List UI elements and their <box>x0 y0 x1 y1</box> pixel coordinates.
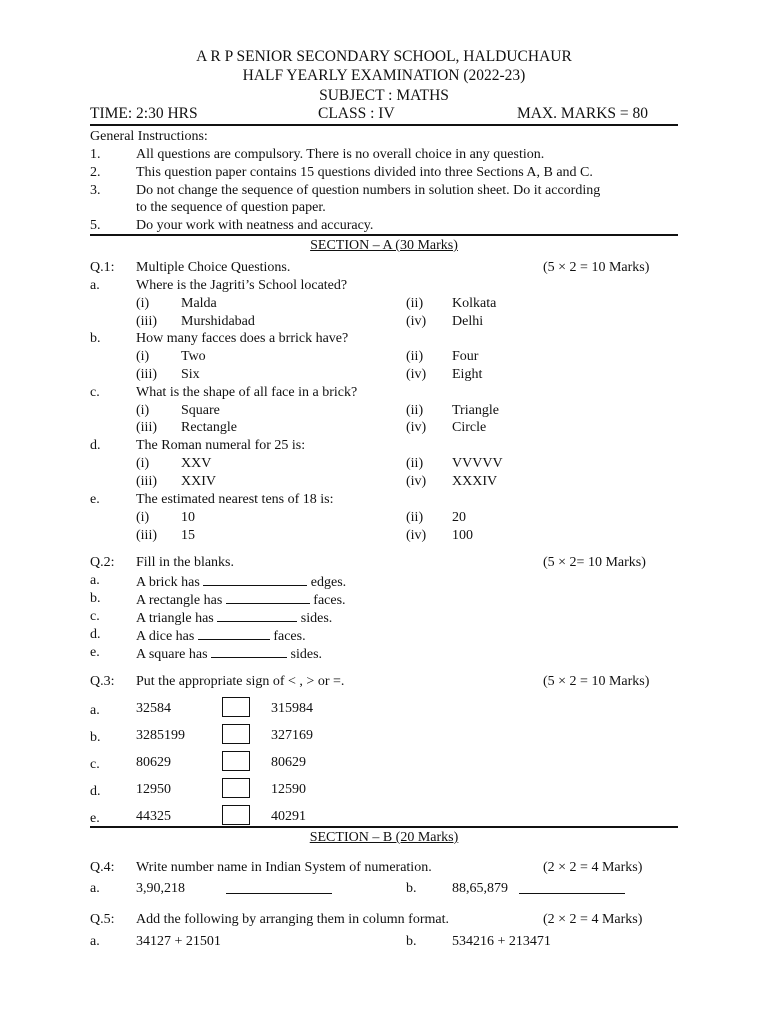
option-num: (iv) <box>406 367 427 382</box>
option-num: (i) <box>136 456 150 471</box>
answer-blank[interactable] <box>198 626 270 640</box>
option-num: (iii) <box>136 474 157 489</box>
fill-blank-post: sides. <box>290 647 323 662</box>
section-a-divider <box>90 826 678 828</box>
q1-number: Q.1: <box>90 260 115 275</box>
instruction-num: 3. <box>90 183 101 198</box>
question-letter: c. <box>90 757 100 772</box>
option-text: Two <box>181 349 206 364</box>
question-letter: b. <box>90 331 101 346</box>
instruction-text: All questions are compulsory. There is no overall choice in any question. <box>136 147 545 162</box>
question-letter: d. <box>90 784 101 799</box>
section-b-title: SECTION – B (20 Marks) <box>309 830 459 845</box>
compare-left: 3285199 <box>136 728 185 743</box>
answer-blank[interactable] <box>226 880 332 899</box>
question-letter: d. <box>90 438 101 453</box>
q2-number: Q.2: <box>90 555 115 570</box>
option-num: (ii) <box>406 349 424 364</box>
option-num: (ii) <box>406 296 424 311</box>
fill-blank-pre: A square has <box>136 647 208 662</box>
question-text: What is the shape of all face in a brick? <box>136 385 358 400</box>
option-text: XXV <box>181 456 212 471</box>
instruction-text: Do your work with neatness and accuracy. <box>136 218 374 233</box>
option-num: (iii) <box>136 528 157 543</box>
option-num: (ii) <box>406 456 424 471</box>
q5-marks: (2 × 2 = 4 Marks) <box>543 912 643 927</box>
question-letter: e. <box>90 645 100 660</box>
compare-left: 80629 <box>136 755 171 770</box>
option-text: Kolkata <box>452 296 497 311</box>
option-text: Four <box>452 349 479 364</box>
answer-blank[interactable] <box>226 590 310 604</box>
answer-blank[interactable] <box>203 572 307 586</box>
question-letter: b. <box>406 881 417 896</box>
option-num: (iv) <box>406 474 427 489</box>
q4-marks: (2 × 2 = 4 Marks) <box>543 860 643 875</box>
option-text: Triangle <box>452 403 499 418</box>
option-text: Murshidabad <box>181 314 255 329</box>
fill-blank-post: faces. <box>313 593 346 608</box>
option-num: (iv) <box>406 528 427 543</box>
question-text: The Roman numeral for 25 is: <box>136 438 306 453</box>
question-letter: b. <box>90 591 101 606</box>
question-letter: c. <box>90 609 100 624</box>
question-letter: a. <box>90 278 100 293</box>
fill-blank-line <box>136 626 306 645</box>
answer-blank[interactable] <box>211 644 287 658</box>
option-num: (iv) <box>406 420 427 435</box>
compare-left: 32584 <box>136 701 171 716</box>
option-text: Square <box>181 403 220 418</box>
instruction-text-cont: to the sequence of question paper. <box>136 200 326 215</box>
max-marks-label: MAX. MARKS = 80 <box>517 105 649 122</box>
fill-blank-pre: A brick has <box>136 575 200 590</box>
question-letter: a. <box>90 573 100 588</box>
option-text: 100 <box>452 528 473 543</box>
instruction-num: 1. <box>90 147 101 162</box>
option-num: (iii) <box>136 367 157 382</box>
q2-marks: (5 × 2= 10 Marks) <box>543 555 646 570</box>
option-num: (i) <box>136 296 150 311</box>
addition-expression: 34127 + 21501 <box>136 934 221 949</box>
instructions-title: General Instructions: <box>90 129 208 144</box>
option-text: XXIV <box>181 474 216 489</box>
q1-title: Multiple Choice Questions. <box>136 260 291 275</box>
option-num: (ii) <box>406 403 424 418</box>
option-num: (iii) <box>136 314 157 329</box>
sign-box[interactable] <box>222 724 250 744</box>
sign-box[interactable] <box>222 697 250 717</box>
answer-blank[interactable] <box>519 880 625 899</box>
q1-marks: (5 × 2 = 10 Marks) <box>543 260 650 275</box>
sign-box[interactable] <box>222 778 250 798</box>
exam-title: HALF YEARLY EXAMINATION (2022-23) <box>242 67 526 84</box>
option-text: 20 <box>452 510 466 525</box>
time-label: TIME: 2:30 HRS <box>90 105 198 122</box>
fill-blank-pre: A rectangle has <box>136 593 223 608</box>
fill-blank-line <box>136 644 322 663</box>
fill-blank-pre: A dice has <box>136 629 195 644</box>
instruction-text: This question paper contains 15 questions divided into three Sections A, B and C. <box>136 165 593 180</box>
question-letter: b. <box>90 730 101 745</box>
question-letter: a. <box>90 703 100 718</box>
fill-blank-post: edges. <box>310 575 347 590</box>
question-letter: a. <box>90 934 100 949</box>
option-num: (i) <box>136 510 150 525</box>
instruction-text: Do not change the sequence of question numbers in solution sheet. Do it according <box>136 183 601 198</box>
class-label: CLASS : IV <box>318 105 395 122</box>
section-a-title: SECTION – A (30 Marks) <box>310 238 458 253</box>
option-num: (iv) <box>406 314 427 329</box>
question-text: How many facces does a brrick have? <box>136 331 349 346</box>
question-letter: d. <box>90 627 101 642</box>
answer-blank[interactable] <box>217 608 297 622</box>
header-divider <box>90 124 678 126</box>
instruction-num: 2. <box>90 165 101 180</box>
option-text: 15 <box>181 528 195 543</box>
option-num: (iii) <box>136 420 157 435</box>
question-text: The estimated nearest tens of 18 is: <box>136 492 334 507</box>
q3-title: Put the appropriate sign of < , > or =. <box>136 674 345 689</box>
question-letter: b. <box>406 934 417 949</box>
q5-number: Q.5: <box>90 912 115 927</box>
fill-blank-pre: A triangle has <box>136 611 214 626</box>
compare-right: 327169 <box>271 728 313 743</box>
option-text: VVVVV <box>452 456 503 471</box>
option-text: Circle <box>452 420 487 435</box>
q3-number: Q.3: <box>90 674 115 689</box>
option-text: Six <box>181 367 200 382</box>
fill-blank-line <box>136 590 346 609</box>
q4-title: Write number name in Indian System of numeration. <box>136 860 432 875</box>
q5-title: Add the following by arranging them in column format. <box>136 912 449 927</box>
q3-marks: (5 × 2 = 10 Marks) <box>543 674 650 689</box>
question-letter: c. <box>90 385 100 400</box>
school-name: A R P SENIOR SECONDARY SCHOOL, HALDUCHAUR <box>196 48 572 65</box>
fill-blank-post: faces. <box>273 629 306 644</box>
option-text: Eight <box>452 367 483 382</box>
option-text: Malda <box>181 296 217 311</box>
option-text: XXXIV <box>452 474 498 489</box>
compare-left: 12950 <box>136 782 171 797</box>
instruction-num: 5. <box>90 218 101 233</box>
sign-box[interactable] <box>222 805 250 825</box>
question-letter: a. <box>90 881 100 896</box>
option-text: 10 <box>181 510 195 525</box>
sign-box[interactable] <box>222 751 250 771</box>
option-text: Delhi <box>452 314 484 329</box>
option-text: Rectangle <box>181 420 237 435</box>
question-letter: e. <box>90 811 100 826</box>
instructions-divider <box>90 234 678 236</box>
subject-line: SUBJECT : MATHS <box>319 87 449 104</box>
question-text: Where is the Jagriti’s School located? <box>136 278 348 293</box>
option-num: (i) <box>136 403 150 418</box>
compare-right: 80629 <box>271 755 306 770</box>
compare-right: 12590 <box>271 782 306 797</box>
number-value: 88,65,879 <box>452 881 508 896</box>
option-num: (ii) <box>406 510 424 525</box>
addition-expression: 534216 + 213471 <box>452 934 551 949</box>
q2-title: Fill in the blanks. <box>136 555 234 570</box>
number-value: 3,90,218 <box>136 881 185 896</box>
q4-number: Q.4: <box>90 860 115 875</box>
compare-left: 44325 <box>136 809 171 824</box>
option-num: (i) <box>136 349 150 364</box>
fill-blank-line <box>136 572 346 591</box>
fill-blank-line <box>136 608 332 627</box>
fill-blank-post: sides. <box>300 611 333 626</box>
compare-right: 40291 <box>271 809 306 824</box>
compare-right: 315984 <box>271 701 313 716</box>
question-letter: e. <box>90 492 100 507</box>
